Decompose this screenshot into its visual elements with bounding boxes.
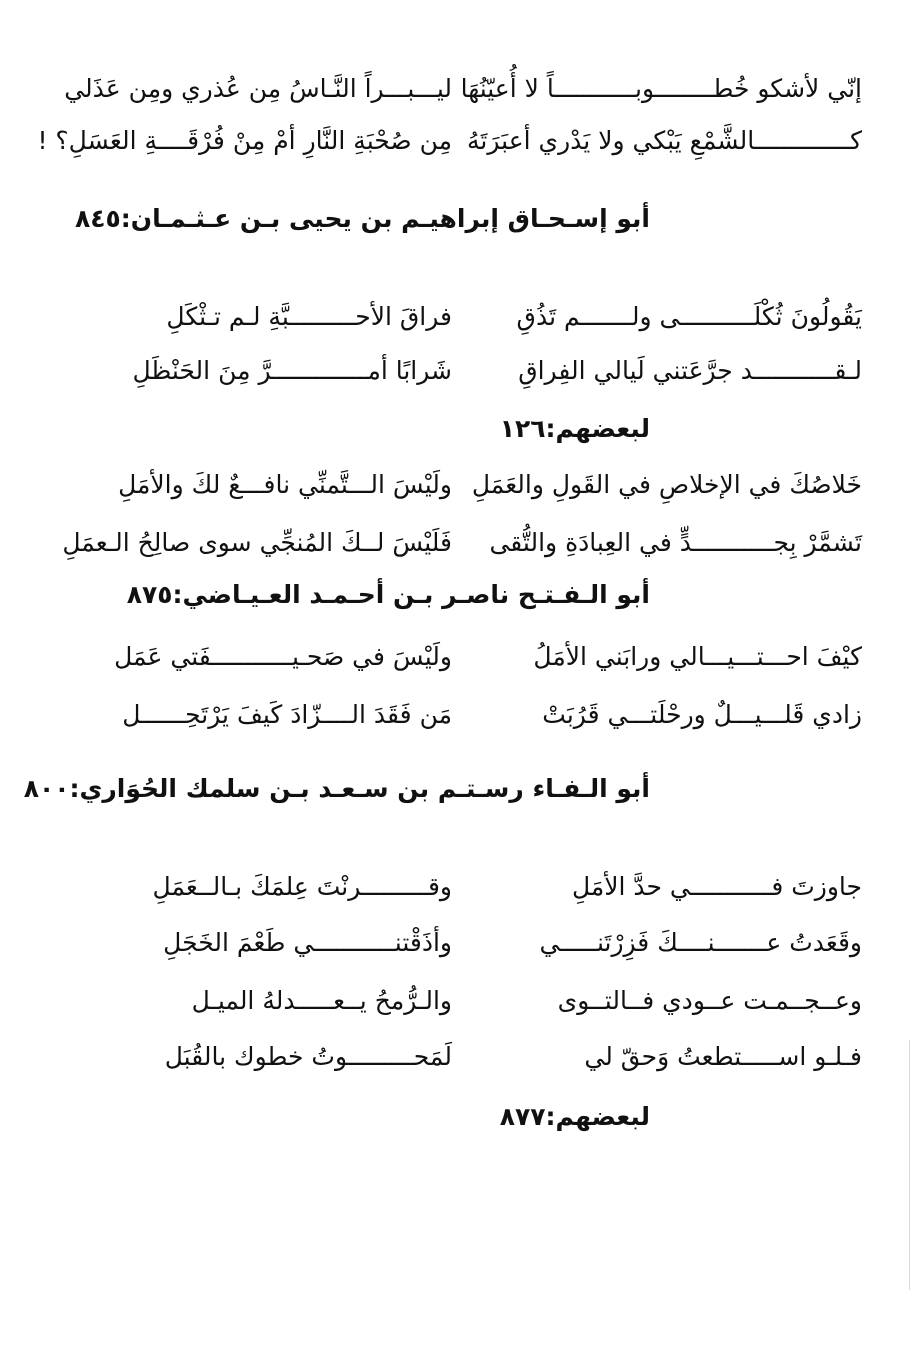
verse-line [0, 690, 920, 740]
verse-first-hemistich: جاوزتَ فـــــــــــي حدَّ الأمَلِ [571, 872, 862, 901]
verse-second-hemistich: لَمَحـــــــــوتُ خطوك بالقُبَل [164, 1042, 452, 1071]
verse-line [0, 518, 920, 568]
verse-line [0, 116, 920, 166]
verse-first-hemistich: إنّي لأشكو خُطــــــــوبـــــــــــاً لا أُعيّنُهَا [460, 74, 862, 103]
verse-line [0, 918, 920, 968]
verse-first-hemistich: خَلاصُكَ في الإخلاصِ في القَولِ والعَمَلِ [471, 470, 862, 499]
verse-first-hemistich: فـلـو اســـــتطعتُ وَحقّ لي [584, 1042, 862, 1071]
verse-second-hemistich: ولَيْسَ في صَحـيـــــــــــفَتي عَمَل [114, 642, 452, 671]
verse-line [0, 632, 920, 682]
verse-line [0, 1032, 920, 1082]
verse-second-hemistich: وقـــــــــرنْتَ عِلمَكَ بـالــعَمَلِ [152, 872, 452, 901]
verse-line [0, 346, 920, 396]
verse-line [0, 292, 920, 342]
verse-second-hemistich: والـرُّمحُ يــعـــــدلهُ الميـل [191, 986, 452, 1015]
verse-first-hemistich: كـــــــــــــالشَّمْعِ يَبْكي ولا يَدْري أعبَرَتَهُ [467, 126, 862, 155]
verse-second-hemistich: وأذَقْتنـــــــــــي طَعْمَ الخَجَلِ [163, 928, 452, 957]
verse-first-hemistich: لـقـــــــــــد جرَّعَتني لَيالي الفِراقِ [518, 356, 862, 385]
poet-heading: أبو الـفـتـح ناصـر بـن أحـمـد العـيـاضي:٨٧٥ [126, 580, 650, 609]
verse-second-hemistich: مَن فَقَدَ الــــزّادَ كَيفَ يَرْتَحِــــــل [122, 700, 452, 729]
verse-first-hemistich: زادي قَلـــيـــلٌ ورحْلَتـــي قَرُبَتْ [542, 700, 862, 729]
verse-first-hemistich: يَقُولُونَ ثُكْلَــــــــــى ولـــــــم تَذُقِ [516, 302, 862, 331]
verse-second-hemistich: شَرابًا أمـــــــــــــرَّ مِنَ الحَنْظَلِ [132, 356, 452, 385]
verse-line [0, 460, 920, 510]
page-edge-mark [909, 1040, 910, 1290]
verse-first-hemistich: وعــجــمـت عــودي فــالتــوى [557, 986, 862, 1015]
verse-second-hemistich: مِن صُحْبَةِ النَّارِ أمْ مِنْ فُرْقَــــةِ العَسَلِ؟ ! [37, 126, 452, 155]
verse-line [0, 862, 920, 912]
verse-first-hemistich: وقَعَدتُ عـــــــنــــكَ فَزِرْتَنـــــي [539, 928, 862, 957]
poet-heading: أبو الـفـاء رسـتـم بن سـعـد بـن سلمك الحُوَاري:٨٠٠ [23, 774, 650, 803]
poet-heading: لبعضهم:١٢٦ [499, 414, 650, 443]
verse-first-hemistich: كيْفَ احـــتـــيـــالي ورابَني الأمَلُ [533, 642, 862, 671]
verse-first-hemistich: تَشمَّرْ بِجـــــــــــدٍّ في العِبادَةِ والتُّقى [489, 528, 862, 557]
verse-second-hemistich: ولَيْسَ الـــتَّمنِّي نافـــعٌ لكَ والأمَلِ [118, 470, 452, 499]
poet-heading: لبعضهم:٨٧٧ [499, 1102, 650, 1131]
verse-second-hemistich: فَلَيْسَ لــكَ المُنجِّي سوى صالِحُ الـعمَلِ [62, 528, 452, 557]
verse-line [0, 976, 920, 1026]
verse-second-hemistich: ليـــبـــراً النَّـاسُ مِن عُذري ومِن عَذَلي [64, 74, 452, 103]
verse-second-hemistich: فراقَ الأحـــــــــبَّةِ لـم تـثْكَلِ [166, 302, 452, 331]
poet-heading: أبو إسـحـاق إبراهيـم بن يحيى بـن عـثـمـان:٨٤٥ [74, 204, 650, 233]
verse-line [0, 64, 920, 114]
